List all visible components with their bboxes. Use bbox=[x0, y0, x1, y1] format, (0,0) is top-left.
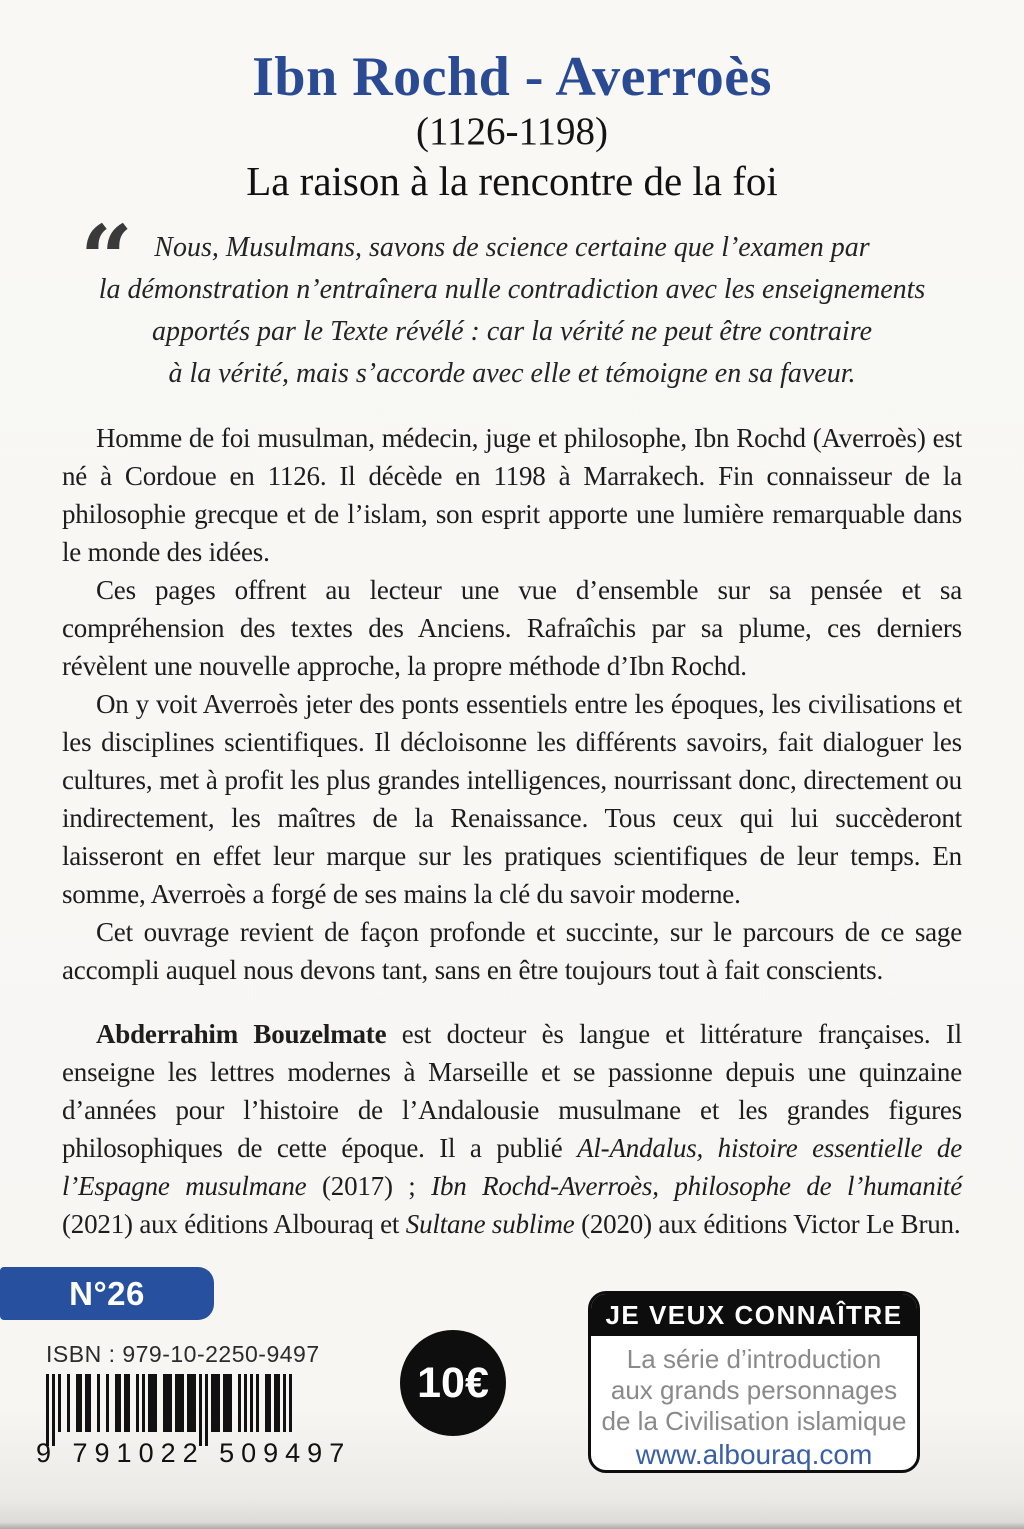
quote-line: apportés par le Texte révélé : car la vérité ne peut être contraire bbox=[151, 315, 872, 347]
promo-line: aux grands personnages bbox=[610, 1375, 898, 1405]
synopsis bbox=[62, 419, 962, 1243]
promo-header: JE VEUX CONNAÎTRE bbox=[591, 1294, 917, 1336]
synopsis-paragraph: Cet ouvrage revient de façon profonde et succinte, sur le parcours de ce sage accompli auquel nous devons tant, sans en être toujours tout à fait conscients. bbox=[62, 916, 962, 985]
series-number-badge: N°26 bbox=[0, 1267, 214, 1320]
epigraph-quote bbox=[62, 204, 962, 395]
quote-line: la démonstration n’entraînera nulle contradiction avec les enseignements bbox=[98, 273, 926, 305]
isbn-label: ISBN : 979-10-2250-9497 bbox=[46, 1341, 320, 1367]
quote-mark-icon: “ bbox=[80, 204, 133, 313]
life-dates: (1126-1198) bbox=[415, 109, 609, 153]
photo-bottom-edge bbox=[0, 1522, 1024, 1529]
promo-description bbox=[591, 1336, 917, 1470]
author-bio: Abderrahim Bouzelmate est docteur ès langue et littérature françaises. Il enseigne les lettres modernes à Marseille et se passionne depuis une quinzaine d’années pour l’histoire de l’Andalousie musulmane et les grandes figures philosophiques de cette époque. Il a publié Al-Andalus, histoire essentielle de l’Espagne musulmane (2017) ; Ibn Rochd-Averroès, philosophe de l’humanité (2021) aux éditions Albouraq et Sultane sublime (2020) aux éditions Victor Le Brun. bbox=[62, 1018, 962, 1239]
promo-line: La série d’introduction bbox=[626, 1344, 882, 1374]
synopsis-paragraph: Homme de foi musulman, médecin, juge et philosophe, Ibn Rochd (Averroès) est né à Cordoue en 1126. Il décède en 1198 à Marrakech. Fin connaisseur de la philosophie grecque et de l’islam, son esprit apporte une lumière remarquable dans le monde des idées. bbox=[62, 422, 962, 567]
publisher-promo-box bbox=[588, 1291, 920, 1473]
price-sticker: 10€ bbox=[400, 1330, 506, 1436]
quote-line: à la vérité, mais s’accorde avec elle et témoigne en sa faveur. bbox=[168, 357, 856, 389]
barcode-digits: 9 791022 509497 bbox=[36, 1438, 352, 1468]
page-title: Ibn Rochd - Averroès bbox=[252, 46, 772, 108]
promo-line: de la Civilisation islamique bbox=[601, 1406, 907, 1436]
synopsis-paragraph: Ces pages offrent au lecteur une vue d’ensemble sur sa pensée et sa compréhension des textes des Anciens. Rafraîchis par sa plume, ces derniers révèlent une nouvelle approche, la propre méthode d’Ibn Rochd. bbox=[62, 574, 962, 681]
cover-subtitle: La raison à la rencontre de la foi bbox=[246, 157, 778, 204]
publisher-url: www.albouraq.com bbox=[635, 1439, 873, 1470]
quote-line: Nous, Musulmans, savons de science certaine que l’examen par bbox=[154, 231, 870, 263]
quote-text bbox=[62, 227, 962, 395]
ean-barcode bbox=[46, 1374, 296, 1446]
synopsis-paragraph: On y voit Averroès jeter des ponts essentiels entre les époques, les civilisations et les disciplines scientifiques. Il décloisonne les différents savoirs, fait dialoguer les cultures, met à profit les plus grandes intelligences, nourrissant donc, directement ou indirectement, les maîtres de la Renaissance. Tous ceux qui lui succèderont laisseront en effet leur marque sur les pratiques scientifiques de leur temps. En somme, Averroès a forgé de ses mains la clé du savoir moderne. bbox=[62, 688, 962, 909]
